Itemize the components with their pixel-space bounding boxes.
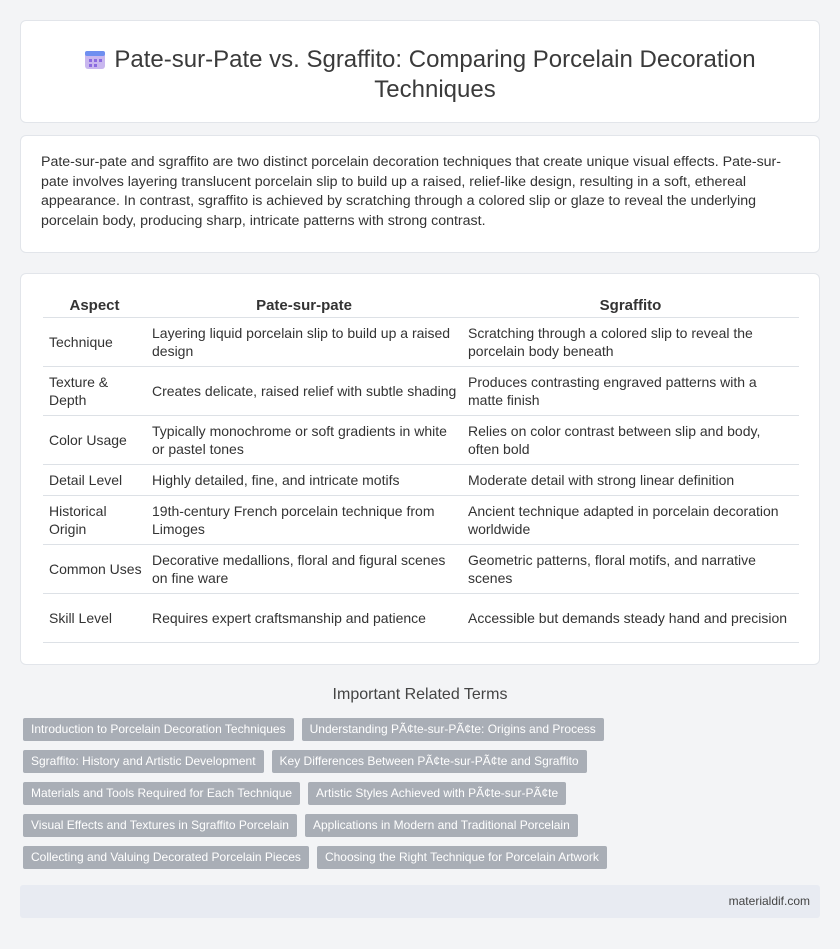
aspect-cell: Historical Origin: [43, 496, 146, 545]
comparison-table: [43, 293, 799, 643]
related-term-tag[interactable]: Sgraffito: History and Artistic Development: [23, 750, 264, 773]
aspect-cell: Detail Level: [43, 465, 146, 496]
related-term-tag[interactable]: Applications in Modern and Traditional Porcelain: [305, 814, 578, 837]
sgraffito-cell: Scratching through a colored slip to reveal the porcelain body beneath: [462, 318, 799, 367]
table-header-row: [43, 293, 799, 318]
related-terms-title: Important Related Terms: [332, 686, 508, 703]
sgraffito-cell: Relies on color contrast between slip and body, often bold: [462, 416, 799, 465]
sgraffito-cell: Geometric patterns, floral motifs, and narrative scenes: [462, 545, 799, 594]
intro-card: [20, 135, 820, 253]
table-row: [43, 545, 799, 594]
aspect-cell: Technique: [43, 318, 146, 367]
table-row: [43, 465, 799, 496]
page-title: Pate-sur-Pate vs. Sgraffito: Comparing Porcelain Decoration Techniques: [114, 46, 756, 103]
related-term-tag[interactable]: Introduction to Porcelain Decoration Techniques: [23, 718, 294, 741]
sgraffito-cell: Produces contrasting engraved patterns with a matte finish: [462, 367, 799, 416]
table-row: [43, 318, 799, 367]
intro-paragraph: Pate-sur-pate and sgraffito are two distinct porcelain decoration techniques that create unique visual effects. Pate-sur-pate involves layering translucent porcelain slip to build up a raised, relief-like design, resulting in a soft, ethereal appearance. In contrast, sgraffito is achieved by scratching through a colored slip or glaze to reveal the underlying porcelain body, producing sharp, intricate patterns with strong contrast.: [41, 154, 782, 229]
aspect-cell: Common Uses: [43, 545, 146, 594]
header-pate-sur-pate: Pate-sur-pate: [146, 293, 462, 318]
sgraffito-cell: Moderate detail with strong linear definition: [462, 465, 799, 496]
related-term-tag[interactable]: Collecting and Valuing Decorated Porcelain Pieces: [23, 846, 309, 869]
table-row: [43, 367, 799, 416]
pate-cell: Typically monochrome or soft gradients in white or pastel tones: [146, 416, 462, 465]
related-term-tag[interactable]: Choosing the Right Technique for Porcelain Artwork: [317, 846, 607, 869]
header-sgraffito: Sgraffito: [462, 293, 799, 318]
pate-cell: Decorative medallions, floral and figural scenes on fine ware: [146, 545, 462, 594]
footer-site-link[interactable]: materialdif.com: [728, 894, 810, 908]
aspect-cell: Texture & Depth: [43, 367, 146, 416]
related-term-tag[interactable]: Key Differences Between PÃ¢te-sur-PÃ¢te and Sgraffito: [272, 750, 587, 773]
sgraffito-cell: Accessible but demands steady hand and precision: [462, 594, 799, 643]
related-term-tag[interactable]: Artistic Styles Achieved with PÃ¢te-sur-PÃ¢te: [308, 782, 566, 805]
aspect-cell: Skill Level: [43, 594, 146, 643]
header-card: [20, 20, 820, 123]
table-row: [43, 594, 799, 643]
related-term-tag[interactable]: Materials and Tools Required for Each Technique: [23, 782, 300, 805]
table-row: [43, 416, 799, 465]
related-terms-list: [23, 718, 823, 878]
header-aspect: Aspect: [43, 293, 146, 318]
related-term-tag[interactable]: Visual Effects and Textures in Sgraffito Porcelain: [23, 814, 297, 837]
footer: [20, 885, 820, 918]
pate-cell: 19th-century French porcelain technique from Limoges: [146, 496, 462, 545]
comparison-table-card: [20, 273, 820, 665]
sgraffito-cell: Ancient technique adapted in porcelain decoration worldwide: [462, 496, 799, 545]
pate-cell: Requires expert craftsmanship and patience: [146, 594, 462, 643]
related-term-tag[interactable]: Understanding PÃ¢te-sur-PÃ¢te: Origins and Process: [302, 718, 604, 741]
pate-cell: Highly detailed, fine, and intricate motifs: [146, 465, 462, 496]
aspect-cell: Color Usage: [43, 416, 146, 465]
table-row: [43, 496, 799, 545]
pate-cell: Creates delicate, raised relief with subtle shading: [146, 367, 462, 416]
pate-cell: Layering liquid porcelain slip to build up a raised design: [146, 318, 462, 367]
